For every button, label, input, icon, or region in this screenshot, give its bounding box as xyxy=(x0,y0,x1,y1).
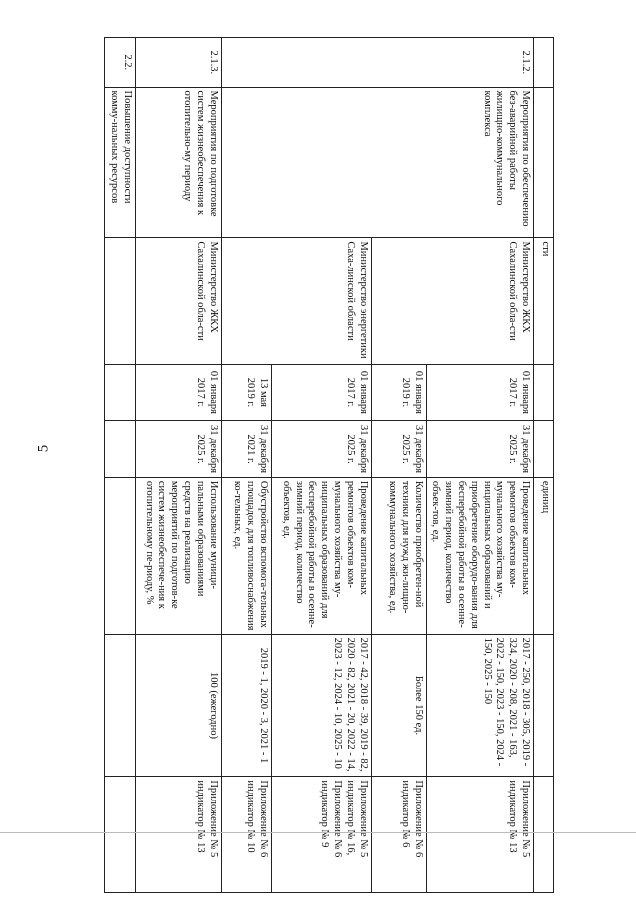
table-row xyxy=(105,38,136,893)
indicator-values: 2019 - 1, 2020 - 3, 2021 - 1 xyxy=(221,634,271,777)
indicator-values: 2017 - 42, 2018 - 39, 2019 - 82, 2020 - 82, 2021 - 20, 2022 - 14, 2023 - 12, 2024 - 10, 2025 - 10 xyxy=(271,634,371,777)
executor: Министерство энергетики Саха-линской области xyxy=(221,238,371,364)
table-header-row xyxy=(534,38,554,893)
indicator: Проведение капитальных ремонтов объектов ком-мунального хозяйства му-ниципальных образований и приобретение оборудо-вания для бесперебойной работы в осенне-зимний период, количество объек-тов, ед. xyxy=(426,477,533,634)
cell xyxy=(534,421,554,478)
reference: Приложение № 5 индикатор № 16, Приложение № 6 индикатор № 9 xyxy=(271,777,371,893)
indicator-values: Более 150 ед. xyxy=(371,634,426,777)
cell: сти xyxy=(534,238,554,364)
row-number: 2.1.2. xyxy=(221,38,533,88)
cell xyxy=(534,87,554,238)
reference: Приложение № 5 индикатор № 13 xyxy=(426,777,533,893)
start-date: 01 января 2017 г. xyxy=(271,364,371,421)
cell xyxy=(105,777,136,893)
indicator: Количество приобретен-ной техники для нужд жи-лищно-коммунального хозяйства, ед. xyxy=(371,477,426,634)
end-date: 31 декабря 2025 г. xyxy=(271,421,371,478)
executor: Министерство ЖКХ Сахалинской обла-сти xyxy=(135,238,221,364)
cell xyxy=(105,634,136,777)
end-date: 31 декабря 2025 г. xyxy=(426,421,533,478)
page-number: 5 xyxy=(35,444,52,453)
reference: Приложение № 5 индикатор № 13 xyxy=(135,777,221,893)
start-date: 01 января 2017 г. xyxy=(135,364,221,421)
measures-table xyxy=(104,37,554,893)
cell xyxy=(534,364,554,421)
indicator: Обустройство вспомога-тельных площадок для топливоснабжения ко-тельных, ед. xyxy=(221,477,271,634)
reference: Приложение № 6 индикатор № 10 xyxy=(221,777,271,893)
table-row xyxy=(135,38,221,893)
indicator: Использование муници-пальными образованиями средств на реализацию мероприятий по подготов-ке систем жизнеобеспече-ния к отопительному пе-риоду, % xyxy=(135,477,221,634)
end-date: 31 декабря 2025 г. xyxy=(371,421,426,478)
row-number: 2.1.3. xyxy=(135,38,221,88)
cell xyxy=(105,238,136,364)
cell xyxy=(105,477,136,634)
cell xyxy=(105,364,136,421)
reference: Приложение № 6 индикатор № 6 xyxy=(371,777,426,893)
indicator-values: 100 (ежегодно) xyxy=(135,634,221,777)
start-date: 01 января 2019 г. xyxy=(371,364,426,421)
end-date: 31 декабря 2021 г. xyxy=(221,421,271,478)
indicator-values: 2017 - 250, 2018 - 305, 2019 - 324, 2020 - 208, 2021 - 163, 2022 - 150, 2023 - 150, 2024 - 150, 2025 - 150 xyxy=(426,634,533,777)
cell xyxy=(534,38,554,88)
row-number: 2.2. xyxy=(105,38,136,88)
measure-name: Мероприятия по подготовке систем жизнеобеспечения к отопительно-му периоду xyxy=(135,87,221,238)
table-row xyxy=(426,38,533,893)
start-date: 01 января 2017 г. xyxy=(426,364,533,421)
measure-name: Мероприятия по обеспечению без-аварийной работы жилищно-коммунального комплекса xyxy=(221,87,533,238)
start-date: 13 мая 2019 г. xyxy=(221,364,271,421)
indicator: Проведение капитальных ремонтов объектов ком-мунального хозяйства му-ниципальных образований для бесперебойной работы в осенне-зимний период, количество объектов, ед. xyxy=(271,477,371,634)
measure-name: Повышение доступности комму-нальных ресурсов xyxy=(105,87,136,238)
cell: единиц xyxy=(534,477,554,634)
cell xyxy=(105,421,136,478)
cell xyxy=(534,634,554,777)
cell xyxy=(534,777,554,893)
rotated-table-page xyxy=(108,37,554,893)
executor: Министерство ЖКХ Сахалинской обла-сти xyxy=(371,238,533,364)
end-date: 31 декабря 2025 г. xyxy=(135,421,221,478)
scan-edge-line xyxy=(0,832,636,833)
